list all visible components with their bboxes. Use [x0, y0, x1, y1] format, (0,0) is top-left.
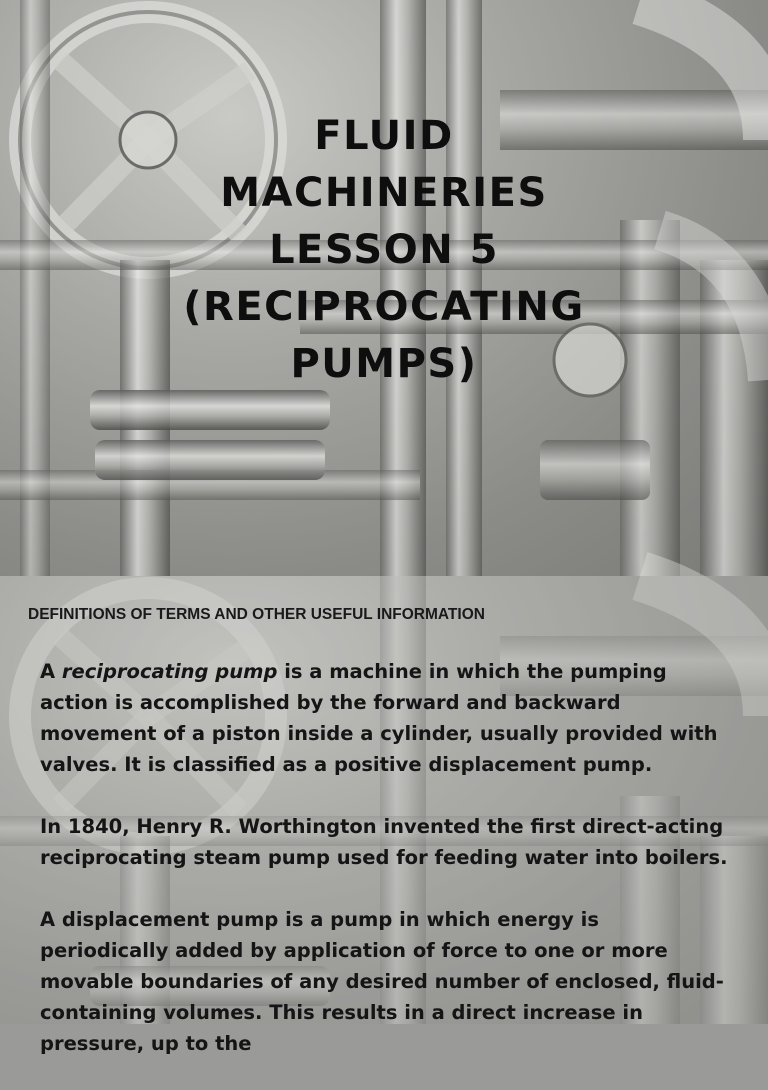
paragraph-reciprocating-pump: [40, 656, 730, 780]
emphasized-term: reciprocating pump: [61, 660, 278, 683]
paragraph-text: is a machine in which the pumping action is accomplished by the forward and backward movement of a piston inside a cylinder, usually provided with valves. It is classified as a positive displacement pump.: [40, 660, 718, 776]
definitions-slide: [0, 576, 768, 1055]
title-line: MACHINERIES: [220, 170, 548, 216]
title-line: (RECIPROCATING: [183, 284, 585, 330]
definitions-body: [40, 656, 730, 1090]
slide-title: [0, 108, 768, 393]
title-line: FLUID: [314, 113, 454, 159]
paragraph-prefix: A: [40, 660, 62, 683]
title-line: PUMPS): [290, 341, 478, 387]
title-line: LESSON 5: [269, 227, 499, 273]
section-heading: DEFINITIONS OF TERMS AND OTHER USEFUL INFORMATION: [28, 606, 485, 623]
paragraph-displacement-pump: A displacement pump is a pump in which energy is periodically added by application of force to one or more movable boundaries of any desired number of enclosed, fluid-containing volumes. This results in a direct increase in pressure, up to the: [40, 908, 724, 1055]
paragraph-worthington: In 1840, Henry R. Worthington invented the first direct-acting reciprocating steam pump used for feeding water into boilers.: [40, 815, 728, 869]
